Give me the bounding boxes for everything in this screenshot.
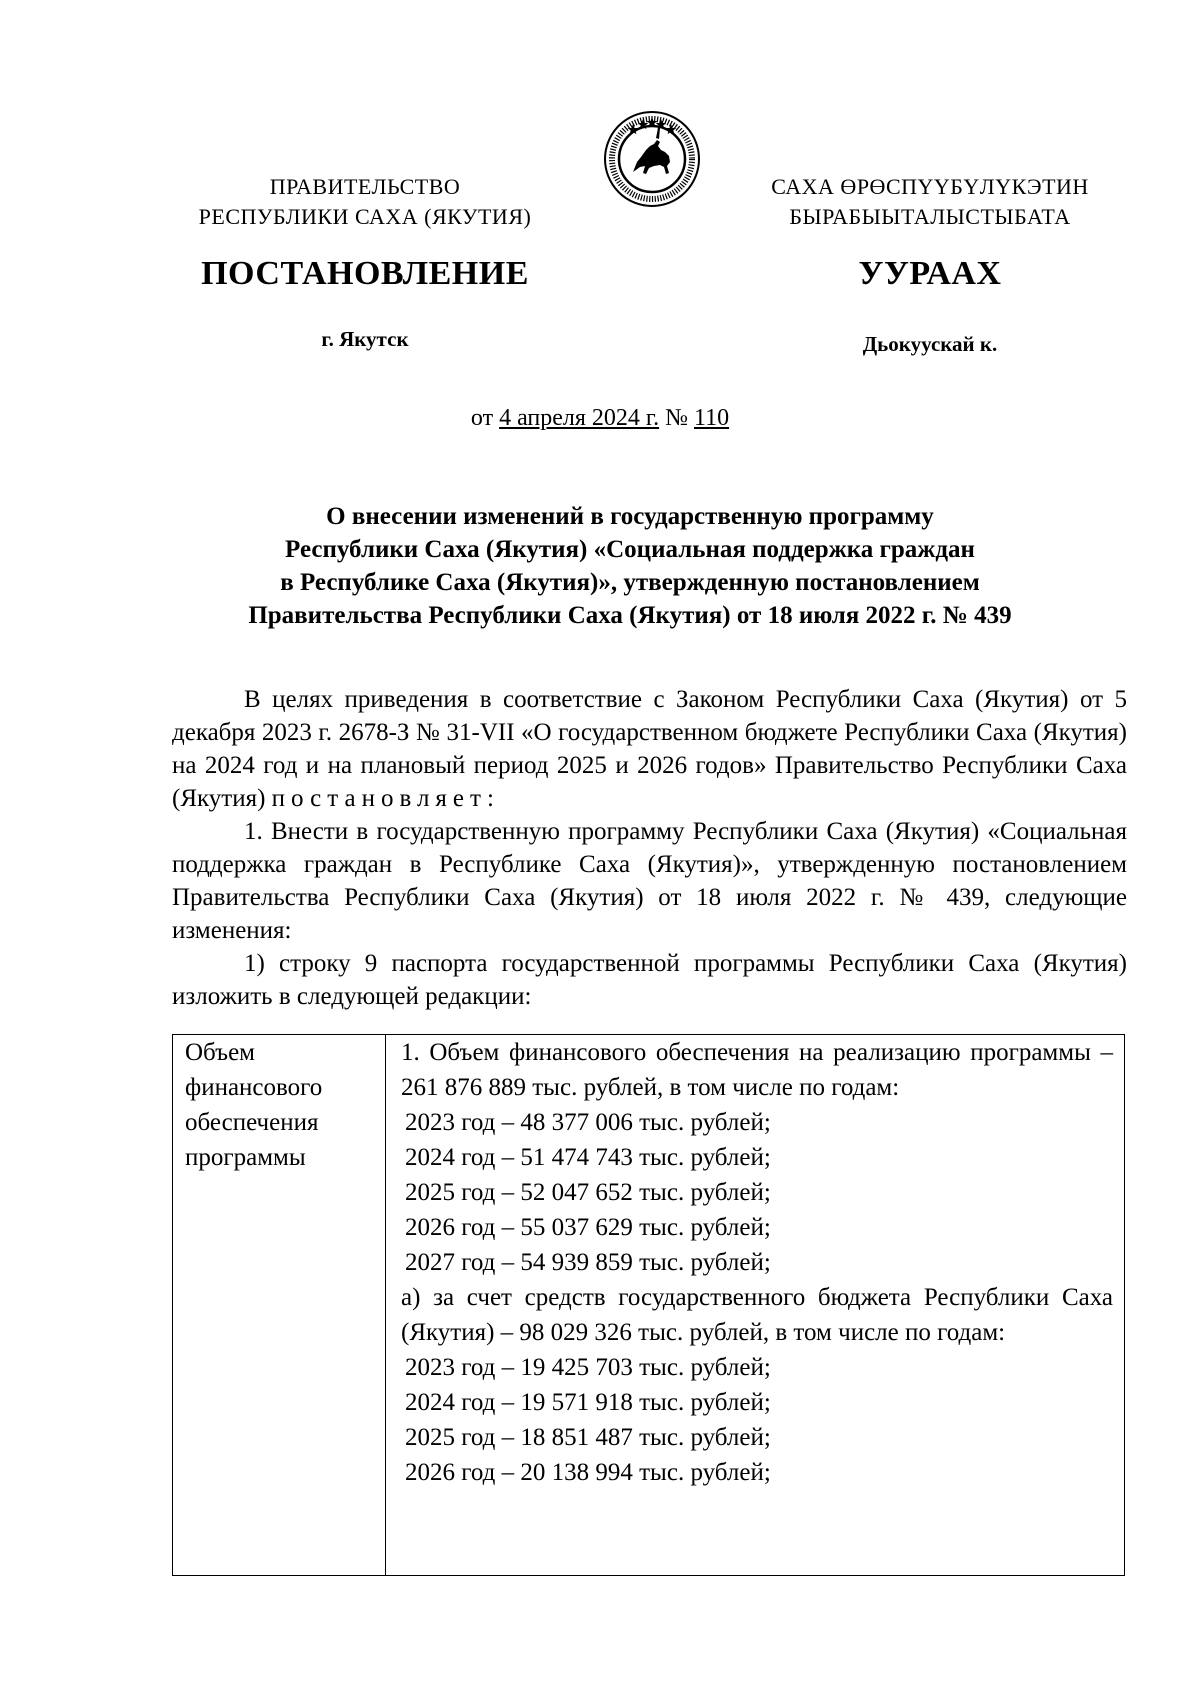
document-title: [160, 500, 1100, 632]
body-paragraph-subitem-1: 1) строку 9 паспорта государственной программы Республики Саха (Якутия) изложить в следующей редакции:: [172, 950, 1127, 1010]
document-number: 110: [693, 405, 730, 431]
document-date-number: [0, 403, 1200, 433]
table-row-content: [401, 1035, 1113, 1490]
title-line1: О внесении изменений в государственную программу: [326, 503, 934, 530]
government-name-sakha-line1: САХА ӨРӨСПҮҮБҮЛҮКЭТИН: [771, 174, 1089, 199]
financing-table: [172, 1034, 1125, 1576]
body-paragraph-item-1: 1. Внести в государственную программу Республики Саха (Якутия) «Социальная поддержка граждан в Республике Саха (Якутия)», утвержденную постановлением Правительства Республики Саха (Якутия) от 18 июля 2022 г. № 439, следующие изменения:: [172, 818, 1127, 944]
total-year-2025: 2025 год – 52 047 652 тыс. рублей;: [405, 1179, 771, 1206]
total-financing-intro: 1. Объем финансового обеспечения на реализацию программы –261 876 889 тыс. рублей, в том числе по годам:: [401, 1039, 1113, 1101]
document-date: 4 апреля 2024 г.: [499, 405, 660, 431]
number-sign: №: [659, 405, 694, 431]
budget-year-2024: 2024 год – 19 571 918 тыс. рублей;: [405, 1389, 771, 1416]
total-year-2027: 2027 год – 54 939 859 тыс. рублей;: [405, 1249, 771, 1276]
body-paragraph-preamble: [172, 683, 1127, 815]
row-label-line4: программы: [185, 1144, 306, 1171]
preamble-text: В целях приведения в соответствие с Законом Республики Саха (Якутия) от 5 декабря 2023 г. 2678-З № 31-VII «О государственном бюджете Республики Саха (Якутия) на 2024 год и на плановый период 2025 и 2026 годов» Правительство Республики Саха (Якутия): [172, 686, 1127, 812]
row-label-line1: Объем: [185, 1039, 255, 1066]
document-type-russian: ПОСТАНОВЛЕНИЕ: [201, 255, 529, 292]
document-type-sakha: УУРААХ: [858, 255, 1002, 292]
title-line2: Республики Саха (Якутия) «Социальная поддержка граждан: [285, 536, 975, 563]
city-sakha: Дьокуускай к.: [862, 332, 998, 356]
document-body: [172, 683, 1127, 1013]
title-line3: в Республике Саха (Якутия)», утвержденную постановлением: [280, 569, 980, 596]
date-prefix: от: [470, 405, 500, 431]
total-year-2023: 2023 год – 48 377 006 тыс. рублей;: [405, 1109, 771, 1136]
table-column-divider: [385, 1035, 386, 1575]
row-label-line2: финансового: [185, 1074, 323, 1101]
government-name-sakha: [745, 172, 1115, 232]
total-year-2024: 2024 год – 51 474 743 тыс. рублей;: [405, 1144, 771, 1171]
table-row-label: [185, 1035, 380, 1175]
budget-financing-intro: а) за счет средств государственного бюджета Республики Саха (Якутия) – 98 029 326 тыс. рублей, в том числе по годам:: [401, 1284, 1113, 1346]
government-name-russian: [180, 172, 550, 232]
title-line4: Правительства Республики Саха (Якутия) от 18 июля 2022 г. № 439: [248, 602, 1012, 629]
city-russian: г. Якутск: [321, 327, 409, 351]
budget-year-2026: 2026 год – 20 138 994 тыс. рублей;: [405, 1459, 771, 1486]
total-year-2026: 2026 год – 55 037 629 тыс. рублей;: [405, 1214, 771, 1241]
government-name-sakha-line2: БЫРАБЫЫТАЛЫСТЫБАТА: [789, 204, 1071, 229]
row-label-line3: обеспечения: [185, 1109, 319, 1136]
coat-of-arms-emblem-icon: [603, 110, 701, 208]
government-name-line2: РЕСПУБЛИКИ САХА (ЯКУТИЯ): [198, 204, 532, 229]
government-name-line1: ПРАВИТЕЛЬСТВО: [269, 174, 461, 199]
budget-year-2023: 2023 год – 19 425 703 тыс. рублей;: [405, 1354, 771, 1381]
budget-year-2025: 2025 год – 18 851 487 тыс. рублей;: [405, 1424, 771, 1451]
preamble-resolves: постановляет:: [271, 785, 500, 812]
